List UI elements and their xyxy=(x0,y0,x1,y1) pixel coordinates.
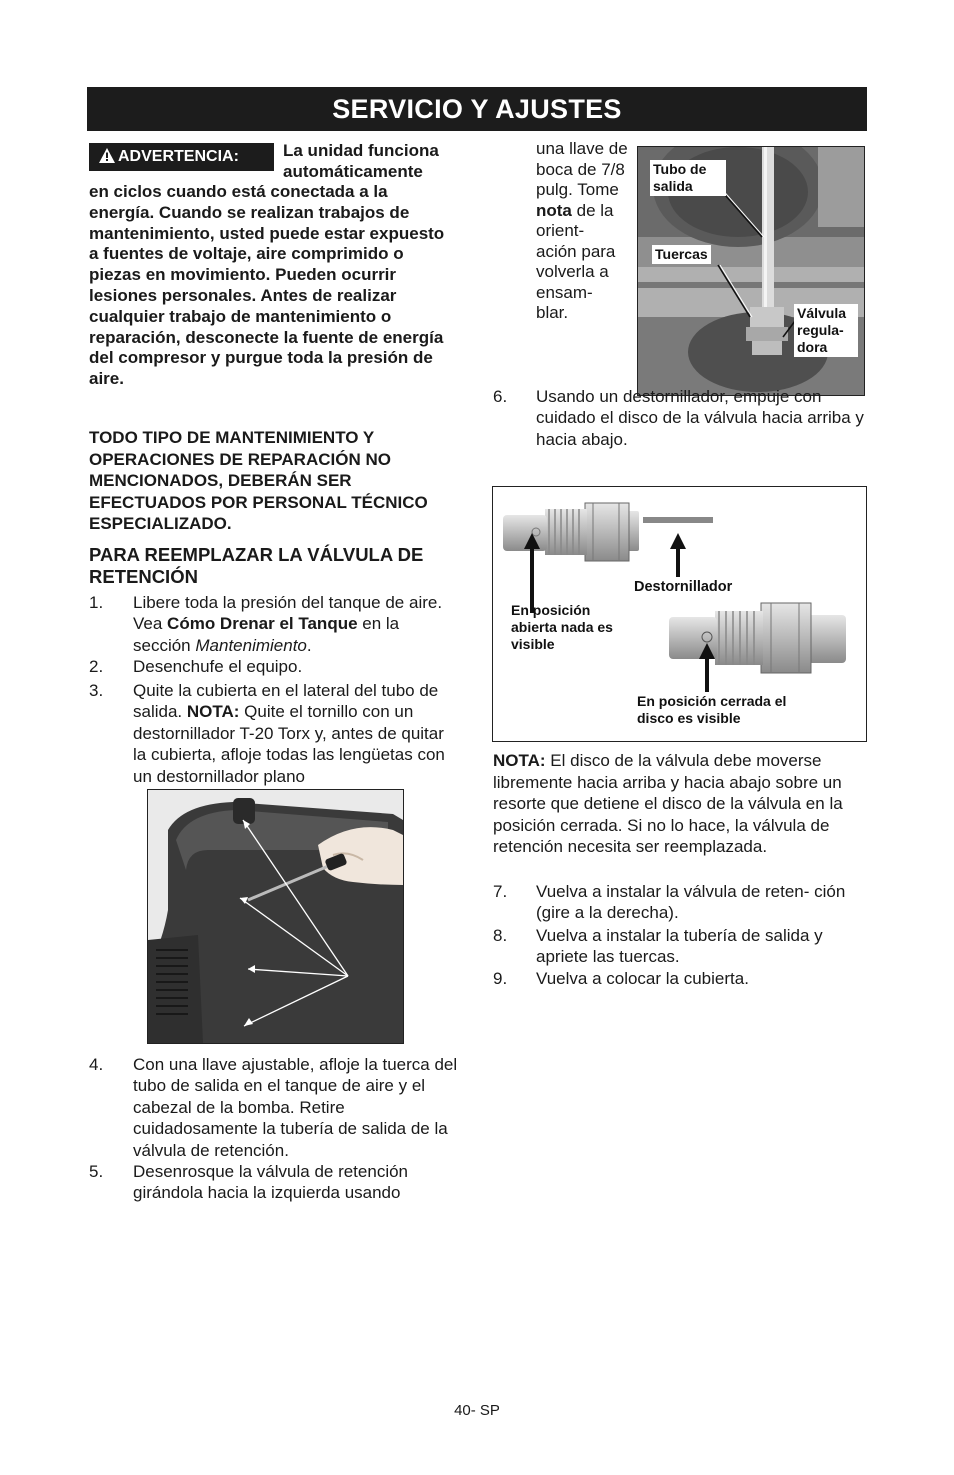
step-1-text: Libere toda la presión del tanque de aire. Vea Cómo Drenar el Tanque en la sección Mantenimiento. xyxy=(133,593,443,655)
maintenance-notice: TODO TIPO DE MANTENIMIENTO Y OPERACIONES DE REPARACIÓN NO MENCIONADOS, DEBERÁN SER EFECTUADOS POR PERSONAL TÉCNICO ESPECIALIZADO. xyxy=(89,428,428,534)
step-number: 5. xyxy=(89,1162,104,1181)
label-open-position: En posición abierta nada es visible xyxy=(511,602,613,652)
page-title: SERVICIO Y AJUSTES xyxy=(87,87,867,131)
step-5-continuation: una llave de boca de 7/8 pulg. Tome nota de la orient- ación para volverla a ensam- blar. xyxy=(536,139,628,322)
step-number: 6. xyxy=(493,387,508,406)
valve-note: NOTA: El disco de la válvula debe moverse libremente hacia arriba y hacia abajo sobre un resorte que detiene el disco de la válvula en la posición cerrada. Si no lo hace, la válvula de retención necesita ser reemplazada. xyxy=(493,751,843,857)
step-2-text: Desenchufe el equipo. xyxy=(133,657,303,676)
warning-body: en ciclos cuando está conectada a la energía. Cuando se realizan trabajos de mantenimiento, usted puede estar expuesto a fuentes de voltaje, aire comprimido o piezas en movimiento. Pueden ocurrir lesiones personales. Antes de realizar cualquier trabajo de mantenimiento o reparación, desconecte la fuente de energía del compresor y purgue toda la presión de aire. xyxy=(89,182,445,389)
step-number: 9. xyxy=(493,969,508,988)
step-6-text: Usando un destornillador, empuje con cuidado el disco de la válvula hacia arriba y hacia abajo. xyxy=(536,387,864,449)
page-number: 40- SP xyxy=(454,1402,500,1419)
step-number: 7. xyxy=(493,882,508,901)
step-3-text: Quite la cubierta en el lateral del tubo de salida. NOTA: Quite el tornillo con un destornillador T-20 Torx y, antes de quitar la cubierta, afloje todas las lengüetas con un destornillador plano xyxy=(133,681,445,786)
label-regulating-valve: Válvula regula- dora xyxy=(794,304,858,357)
step-8-text: Vuelva a instalar la tubería de salida y apriete las tuercas. xyxy=(536,926,823,967)
warning-triangle-icon xyxy=(99,145,115,173)
section-title: PARA REEMPLAZAR LA VÁLVULA DE RETENCIÓN xyxy=(89,544,424,587)
label-nuts: Tuercas xyxy=(652,245,711,264)
warning-badge xyxy=(89,143,274,171)
warning-lead: La unidad funciona automáticamente xyxy=(283,141,439,181)
step-4-text: Con una llave ajustable, afloje la tuerca del tubo de salida en el tanque de aire y el cabezal de la bomba. Retire cuidadosamente la tubería de salida de la válvula de retención. xyxy=(133,1055,458,1160)
step-5-text: Desenrosque la válvula de retención girándola hacia la izquierda usando xyxy=(133,1162,409,1203)
step-number: 1. xyxy=(89,593,104,612)
cover-photo xyxy=(147,789,404,1044)
step-number: 4. xyxy=(89,1055,104,1074)
step-number: 3. xyxy=(89,681,104,700)
label-closed-position: En posición cerrada el disco es visible xyxy=(637,693,787,726)
step-7-text: Vuelva a instalar la válvula de reten- ción (gire a la derecha). xyxy=(536,882,846,923)
warning-badge-label: ADVERTENCIA: xyxy=(118,148,239,165)
step-9-text: Vuelva a colocar la cubierta. xyxy=(536,969,749,988)
label-screwdriver: Destornillador xyxy=(634,579,733,595)
step-number: 8. xyxy=(493,926,508,945)
step-number: 2. xyxy=(89,657,104,676)
label-outlet-tube: Tubo de salida xyxy=(650,160,726,196)
